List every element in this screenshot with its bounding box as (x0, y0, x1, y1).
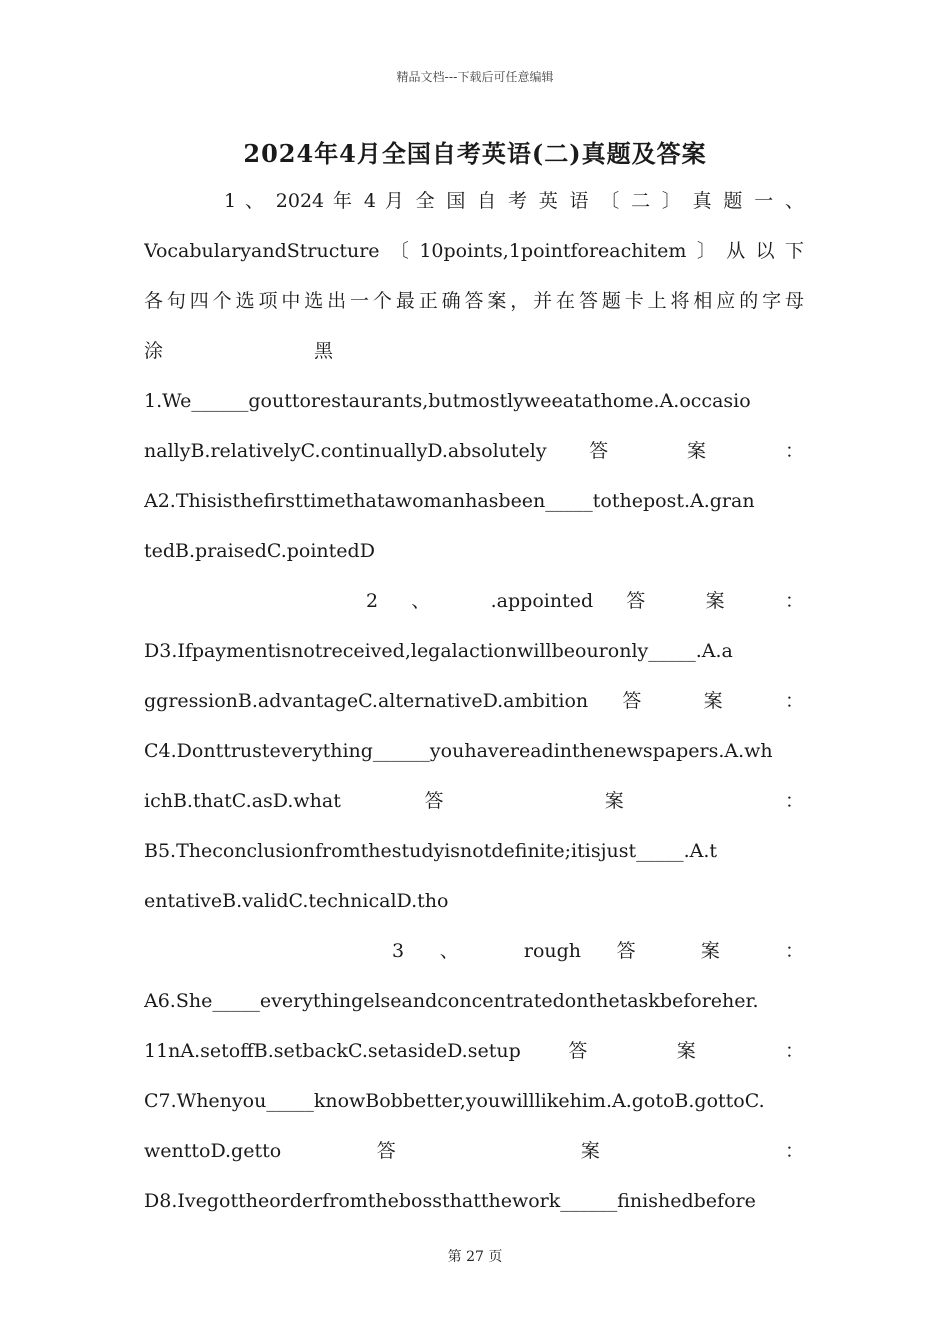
text-line-6: nallyB.relativelyC.continuallyD.absolutely 答 案 ： (144, 440, 804, 462)
text-line-10: D3.Ifpaymentisnotreceived,legalactionwillbeouronly_____.A.a (144, 640, 733, 662)
text-line-16: 3 、 rough 答 案 ： (392, 940, 804, 962)
text-line-9: 2 、 .appointed 答 案 ： (366, 590, 804, 612)
text-line-8: tedB.praisedC.pointedD (144, 540, 375, 562)
text-line-5: 1.We______gouttorestaurants,butmostlyweeatathome.A.occasio (144, 390, 751, 412)
text-line-4 (144, 336, 504, 366)
text-line-1: 1 、 2024 年 4 月 全 国 自 考 英 语 〔 二 〕 真 题 一 、 (224, 190, 804, 212)
document-title: 2024年4月全国自考英语(二)真题及答案 (243, 139, 707, 168)
text-line-21: D8.Ivegottheorderfromthebossthatthework______finishedbefore (144, 1190, 756, 1212)
text-line-20: wenttoD.getto 答 案 ： (144, 1140, 804, 1162)
text-line-2: VocabularyandStructure〔10points,1pointforeachitem〕从以下 (144, 240, 804, 262)
text-line-18: 11nA.setoffB.setbackC.setasideD.setup 答 案 ： (144, 1040, 804, 1062)
page-header: 精品文档---下载后可任意编辑 (396, 70, 554, 84)
text-line-3: 各句四个选项中选出一个最正确答案，并在答题卡上将相应的字母 (144, 290, 804, 312)
text-line-19: C7.Whenyou_____knowBobbetter,youwilllikehim.A.gotoB.gottoC. (144, 1090, 765, 1112)
text-line-4-content: 涂 黑 (144, 340, 333, 362)
text-line-14: B5.Theconclusionfromthestudyisnotdefinite;itisjust_____.A.t (144, 840, 718, 862)
text-line-15: entativeB.validC.technicalD.tho (144, 890, 449, 912)
text-line-7: A2.Thisisthefirsttimethatawomanhasbeen_____tothepost.A.gran (144, 490, 755, 512)
text-line-11: ggressionB.advantageC.alternativeD.ambition 答 案 ： (144, 690, 804, 712)
page-number: 第 27 页 (447, 1249, 503, 1265)
text-line-12: C4.Donttrusteverything______youhavereadinthenewspapers.A.wh (144, 740, 773, 762)
text-line-13: ichB.thatC.asD.what 答 案 ： (144, 790, 804, 812)
text-line-17: A6.She_____everythingelseandconcentratedonthetaskbeforeher. (144, 990, 759, 1012)
